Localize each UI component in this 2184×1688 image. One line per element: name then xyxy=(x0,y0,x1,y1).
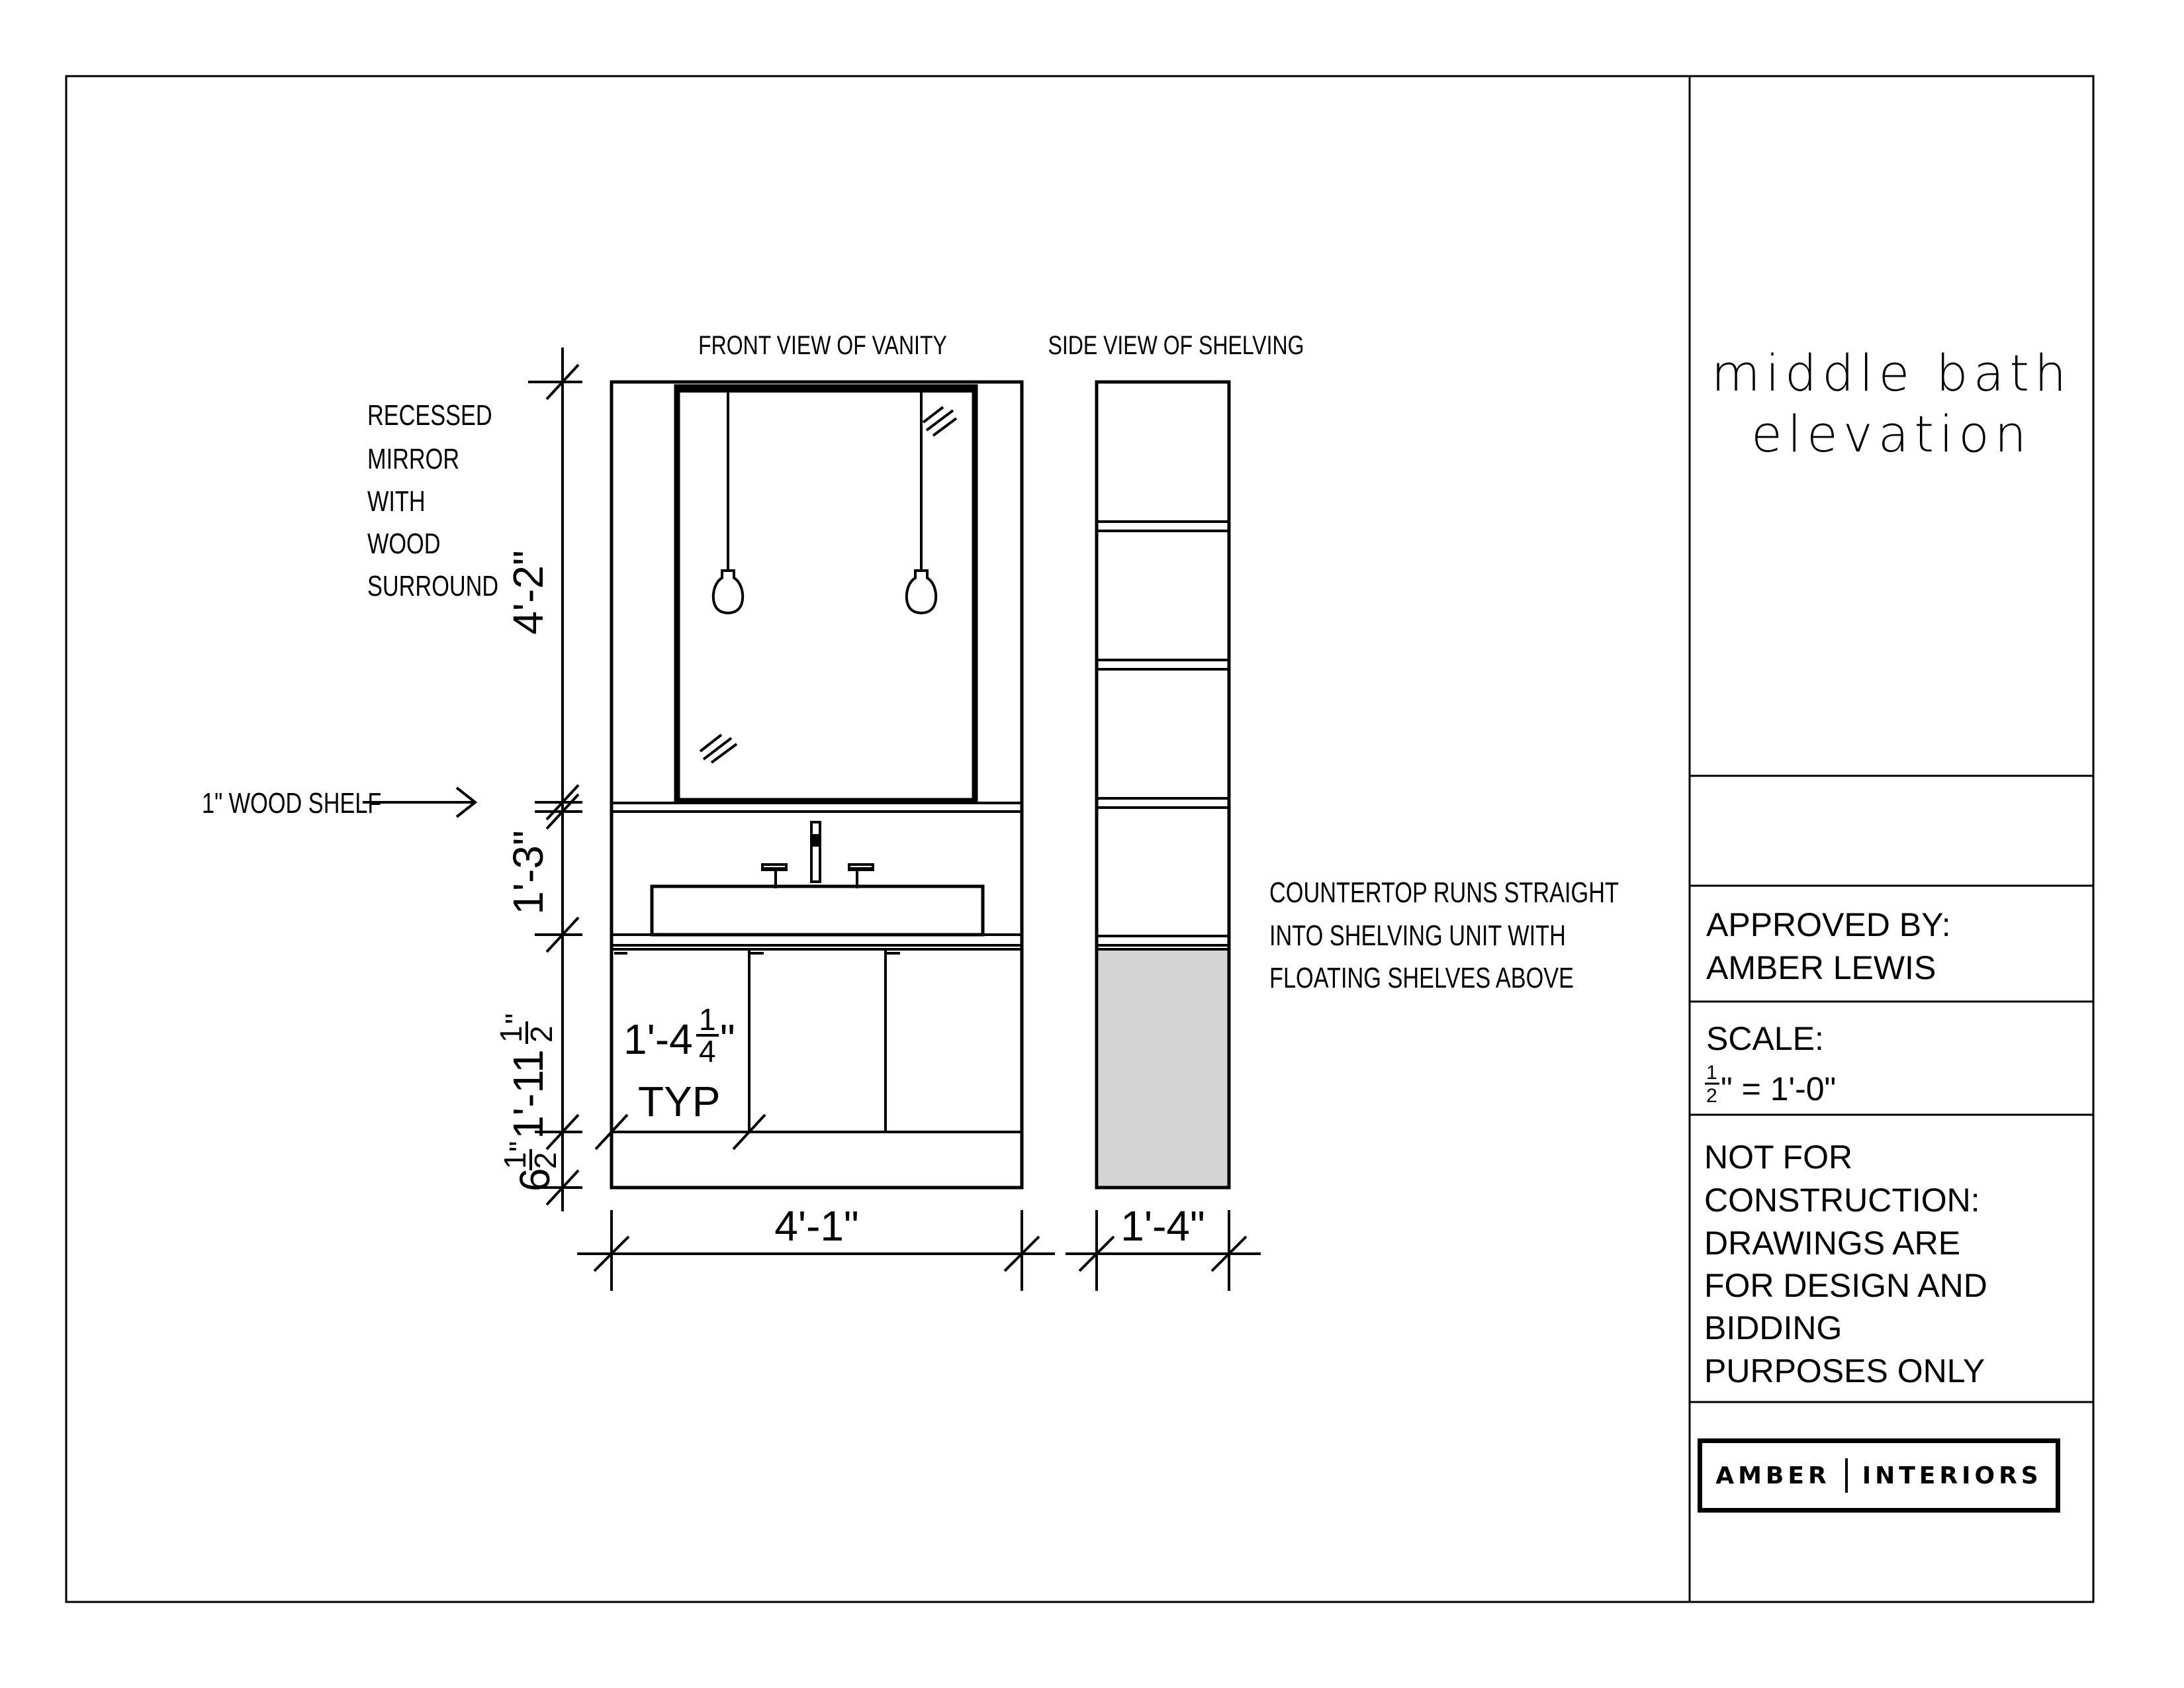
disclaimer-line: PURPOSES ONLY xyxy=(1704,1352,1985,1389)
note-mirror-line: MIRROR xyxy=(367,442,460,476)
logo-right: INTERIORS xyxy=(1862,1462,2042,1489)
dim-lower xyxy=(494,1013,559,1139)
floating-shelf xyxy=(1097,522,1229,531)
note-countertop-line: INTO SHELVING UNIT WITH xyxy=(1269,919,1566,953)
wood-shelf xyxy=(612,803,1022,812)
scale-frac-den: 2 xyxy=(1706,1085,1717,1107)
scale-value xyxy=(1705,1062,1836,1107)
note-mirror-line: RECESSED xyxy=(367,399,492,432)
disclaimer-line: CONSTRUCTION: xyxy=(1704,1182,1980,1219)
dim-middle: 1'-3" xyxy=(504,830,552,915)
scale-text: " = 1'-0" xyxy=(1721,1070,1837,1107)
note-mirror-line: SURROUND xyxy=(367,569,499,603)
vanity-surround xyxy=(612,382,1022,1188)
front-view-title: FRONT VIEW OF VANITY xyxy=(698,330,947,360)
shelving-base-fill xyxy=(1099,949,1228,1186)
logo-left: AMBER xyxy=(1715,1462,1831,1489)
approved-name: AMBER LEWIS xyxy=(1706,949,1936,986)
dim-lower-inch: " xyxy=(499,1013,533,1024)
note-countertop-line: FLOATING SHELVES ABOVE xyxy=(1269,961,1574,995)
dim-door-den: 4 xyxy=(699,1034,716,1068)
disclaimer-line: BIDDING xyxy=(1704,1309,1843,1346)
note-mirror xyxy=(367,399,498,602)
pendant-light-icon xyxy=(907,391,936,613)
dim-door-num: 1 xyxy=(699,1002,716,1037)
countertop xyxy=(612,935,1022,949)
sheet-title-line1: middle bath xyxy=(1711,344,2072,402)
floating-shelf xyxy=(1097,798,1229,808)
approved-label: APPROVED BY: xyxy=(1706,906,1951,943)
dim-door-typ: TYP xyxy=(638,1078,721,1125)
disclaimer-line: DRAWINGS ARE xyxy=(1704,1225,1961,1262)
mirror-glare-marks xyxy=(700,407,956,763)
dim-door-inch: " xyxy=(720,1015,735,1063)
sheet-title-line2: elevation xyxy=(1751,404,2032,463)
note-wood-shelf: 1" WOOD SHELF xyxy=(201,786,382,820)
countertop-side xyxy=(1097,936,1229,949)
note-mirror-line: WOOD xyxy=(367,527,441,561)
dim-base-num: 1 xyxy=(498,1152,532,1169)
dim-lower-den: 2 xyxy=(524,1025,559,1043)
disclaimer xyxy=(1704,1139,1987,1389)
logo-divider xyxy=(1845,1458,1848,1493)
faucet-icon xyxy=(762,822,873,888)
vessel-sink xyxy=(652,886,983,935)
dim-upper: 4'-2" xyxy=(504,550,552,635)
dim-door xyxy=(623,1002,735,1125)
note-countertop-line: COUNTERTOP RUNS STRAIGHT xyxy=(1269,876,1619,910)
scale-frac-num: 1 xyxy=(1706,1062,1717,1084)
note-mirror-line: WITH xyxy=(367,485,426,518)
dim-lower-main: 1'-11 xyxy=(504,1049,552,1139)
note-countertop xyxy=(1269,876,1619,994)
scale-label: SCALE: xyxy=(1706,1020,1824,1057)
dim-base xyxy=(498,1141,563,1192)
dim-lower-num: 1 xyxy=(494,1025,528,1043)
disclaimer-line: NOT FOR xyxy=(1704,1139,1853,1176)
recessed-mirror xyxy=(677,387,975,801)
amber-interiors-logo xyxy=(1698,1438,2060,1513)
side-view-title: SIDE VIEW OF SHELVING xyxy=(1048,330,1304,360)
vanity-front-elevation xyxy=(612,382,1022,1188)
floating-shelf xyxy=(1097,660,1229,669)
dim-base-den: 2 xyxy=(528,1152,563,1169)
dim-depth: 1'-4" xyxy=(1120,1202,1205,1250)
disclaimer-line: FOR DESIGN AND xyxy=(1704,1267,1987,1304)
dim-base-main: 6 xyxy=(511,1168,559,1192)
shelving-side-elevation xyxy=(1097,382,1229,1188)
dim-door-main: 1'-4 xyxy=(623,1015,693,1063)
pendant-light-icon xyxy=(713,391,743,613)
dim-width: 4'-1" xyxy=(774,1202,859,1250)
dim-base-inch: " xyxy=(503,1141,537,1152)
